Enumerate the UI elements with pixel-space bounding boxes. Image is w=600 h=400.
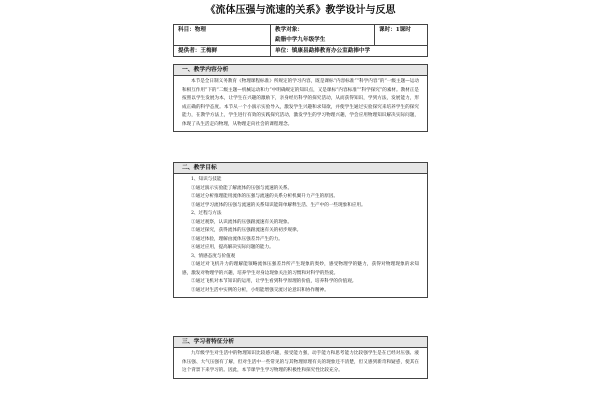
audience-label: 教学对象： bbox=[275, 27, 303, 33]
paragraph: ①通过演示实验能了解流体的压强与流速的关系。 bbox=[191, 185, 293, 191]
section-heading: 二、教学目标 bbox=[174, 163, 427, 174]
paragraph: 3、情感态度与价值观 bbox=[191, 253, 236, 259]
provider-cell bbox=[174, 46, 271, 57]
info-row bbox=[174, 25, 428, 46]
provider-text: 提供者：王梅鲜 bbox=[178, 48, 218, 54]
document-page bbox=[173, 0, 428, 400]
subject-cell bbox=[174, 25, 271, 46]
hours-text: 课时：1课时 bbox=[379, 27, 411, 33]
info-table bbox=[173, 24, 428, 57]
audience-cell bbox=[271, 25, 375, 46]
audience-value: 勐腊中学九年级学生 bbox=[275, 37, 326, 43]
school-text: 单位：镇康县勐捧教育办公室勐捧中学 bbox=[275, 48, 371, 54]
paragraph: 2、过程与方法 bbox=[191, 211, 222, 216]
paragraph: ③通过学习流体的压强与流速的关系知识能简单解释生活、生产中的一些现象和应用。 bbox=[191, 202, 366, 208]
hours-cell bbox=[375, 25, 428, 46]
section-body bbox=[174, 76, 427, 131]
section-learner-analysis bbox=[173, 336, 428, 379]
paragraph: 九年级学生对生活中的物理知识比较感兴趣，接受能力强，动手能力和思考能力比较强学生是在已经对压强、液体压强、大气压强有了解，但对生活中一些常见的与其物理原理有关的现象还不清楚，但又感到新奇和疑惑，使其在这个背景下来学习的。因此，本节课学生学习物理的积极性和探究性比较充分。 bbox=[182, 351, 419, 373]
info-row bbox=[174, 46, 428, 57]
paragraph: ③通过体验，理解由流体压强差异产生的力。 bbox=[191, 236, 283, 242]
section-body bbox=[174, 174, 427, 297]
subject-text: 科目：物理 bbox=[178, 27, 206, 33]
section-heading: 三、学习者特征分析 bbox=[174, 337, 427, 348]
paragraph: ③通过对生活中实例的分析，小组能增强交流讨论意识和协作精神。 bbox=[191, 287, 329, 293]
paragraph: ②通过探究，获得流体的压强跟流速有关的初步规律。 bbox=[191, 228, 302, 233]
paragraph: 1、知识与技能 bbox=[191, 177, 222, 182]
section-teaching-goals bbox=[173, 162, 428, 298]
paragraph: ①通过对飞机升力的理解能领略流体压强差异所产生现象的奥妙，感受物理学的魅力，获得对物理现象的求知感，激发对物理学的兴趣，培养学生对身边现象关注的习惯和对科学的热爱。 bbox=[182, 262, 419, 276]
section-content-analysis bbox=[173, 64, 428, 132]
paragraph: ②通过飞机对本节知识的运用，让学生看到科学原理的价值，培养科学的价值观。 bbox=[191, 279, 357, 284]
paragraph: ④通过应用，提高解决实际问题的能力。 bbox=[191, 245, 274, 250]
school-cell bbox=[271, 46, 428, 57]
section-heading: 一、教学内容分析 bbox=[174, 65, 427, 76]
document-title: 《流体压强与流速的关系》教学设计与反思 bbox=[205, 5, 396, 16]
paragraph: 本节是全日制义务教育《物理课程标准》所规定的学习内容，既是课标“内容标准”“科学内容”的“一级主题—运动和相互作用”下的“二级主题—机械运动和力”中明确规定的知识点，又是课标“内容标准”“科学探究”的素材。教材正是按照以学生发展为本，让学生在兴趣的激励下，亲身经历科学的探究活动，从而获得知识，学到方法，发展能力，形成正确的科学态度。本节从一个小演示实验导入，激发学生兴趣和求知欲，并使学生通过实验探究来培养学生的探究能力，在教学方法上，学生进行有效的实践探究活动，激发学生的学习物理兴趣，学会应用物理知识解决实际问题，体现了从生活走向物理，从物理走向社会的课程理念。 bbox=[182, 79, 419, 127]
paragraph: ①通过观察，认识流体的压强跟流速有关的现象。 bbox=[191, 219, 293, 225]
section-body bbox=[174, 348, 427, 378]
paragraph: ②通过分析推理能用流体的压强与流速的关系分析机翼升力产生的原因。 bbox=[191, 194, 339, 199]
